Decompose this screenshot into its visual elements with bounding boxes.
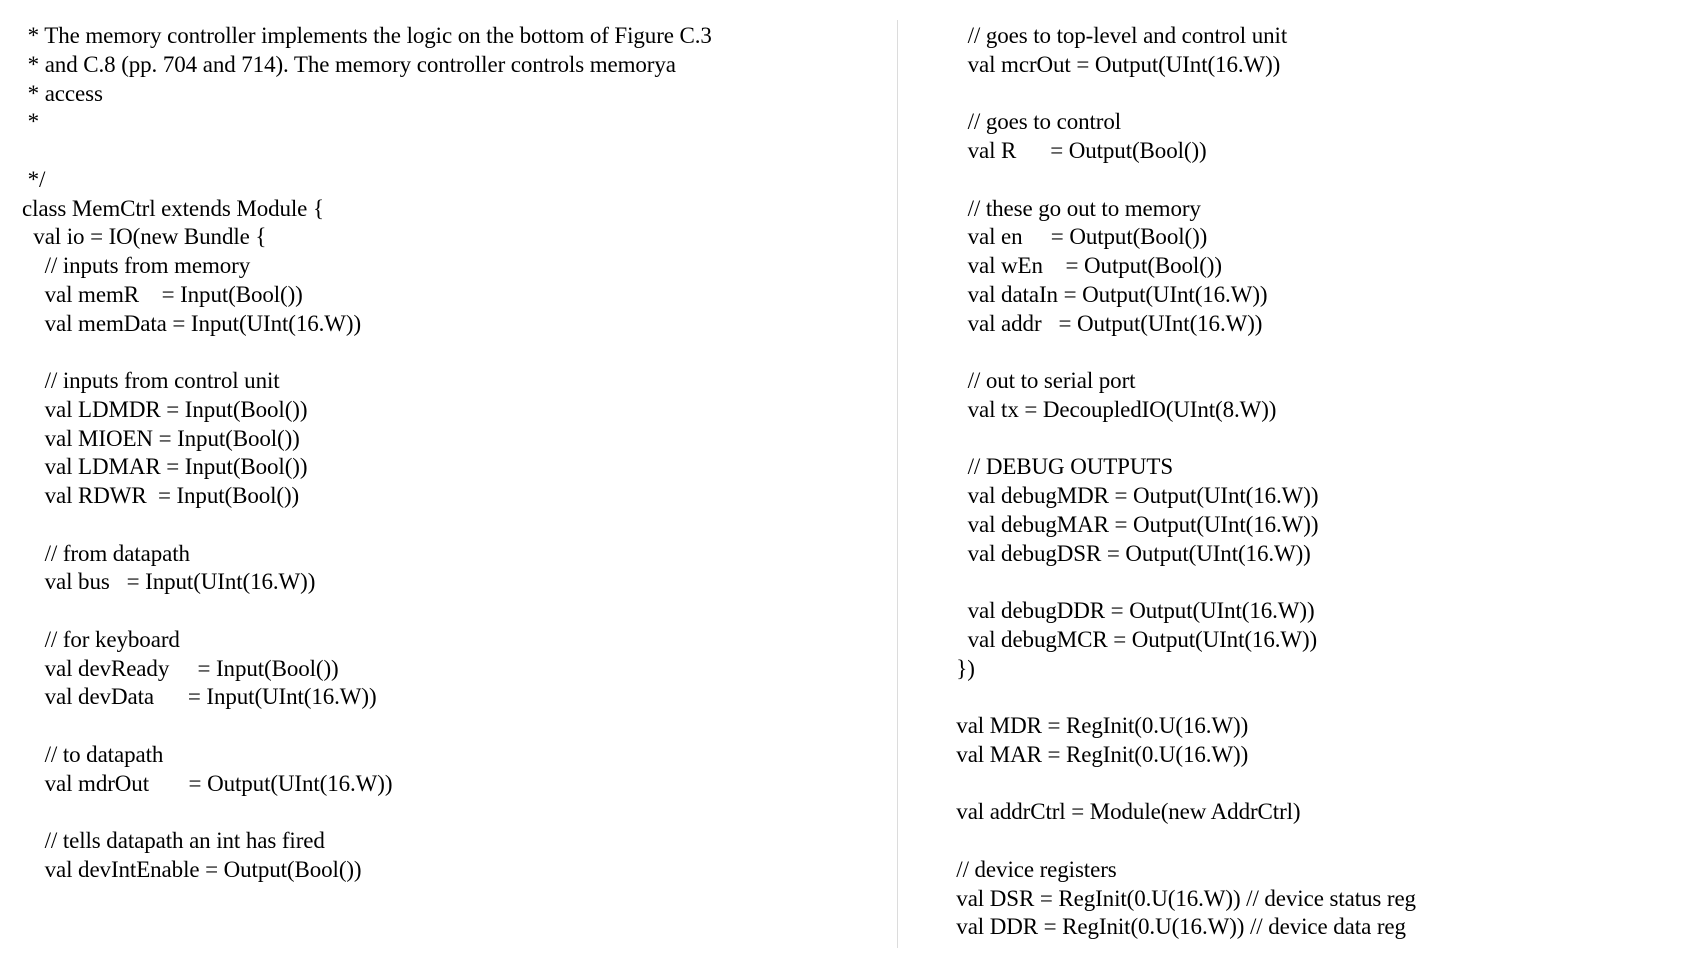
code-line	[945, 827, 1685, 856]
code-line: val io = IO(new Bundle {	[22, 224, 267, 250]
code-line: val en = Output(Bool())	[945, 224, 1208, 250]
code-line: * The memory controller implements the logic on the bottom of Figure C.3	[22, 23, 712, 48]
code-line: val mcrOut = Output(UInt(16.W))	[945, 51, 1281, 77]
code-line: * access	[22, 80, 103, 106]
code-line: val MDR = RegInit(0.U(16.W))	[945, 713, 1249, 738]
code-line: // tells datapath an int has fired	[22, 828, 325, 853]
code-line: })	[945, 655, 975, 681]
code-line: val RDWR = Input(Bool())	[22, 483, 300, 508]
code-line: val tx = DecoupledIO(UInt(8.W))	[945, 396, 1277, 422]
code-line: val LDMAR = Input(Bool())	[22, 454, 308, 480]
code-line: // device registers	[945, 856, 1117, 882]
code-line: val DDR = RegInit(0.U(16.W)) // device data reg	[945, 914, 1406, 940]
code-line: class MemCtrl extends Module {	[22, 195, 324, 221]
code-line: val memData = Input(UInt(16.W))	[22, 310, 362, 336]
code-line: val addr = Output(UInt(16.W))	[945, 310, 1263, 336]
code-line: // goes to control	[945, 109, 1122, 135]
code-line: // from datapath	[22, 540, 190, 566]
code-line: val mdrOut = Output(UInt(16.W))	[22, 770, 393, 796]
code-line	[945, 338, 1685, 367]
code-line: val LDMDR = Input(Bool())	[22, 396, 308, 422]
code-line: val bus = Input(UInt(16.W))	[22, 569, 316, 595]
left-code-column	[22, 22, 882, 885]
code-line: // to datapath	[22, 741, 164, 767]
code-line	[22, 511, 882, 540]
code-line: val memR = Input(Bool())	[22, 281, 303, 307]
code-line	[945, 425, 1685, 454]
code-line: val devReady = Input(Bool())	[22, 655, 339, 681]
code-line: // inputs from control unit	[22, 368, 280, 393]
code-line: val debugDSR = Output(UInt(16.W))	[945, 540, 1311, 566]
code-line	[945, 683, 1685, 712]
code-line: // inputs from memory	[22, 253, 251, 278]
code-line: * and C.8 (pp. 704 and 714). The memory controller controls memorya	[22, 51, 676, 77]
code-line	[22, 137, 882, 166]
code-line: // out to serial port	[945, 368, 1136, 393]
code-line: val dataIn = Output(UInt(16.W))	[945, 281, 1268, 307]
code-line	[945, 770, 1685, 799]
code-line	[22, 712, 882, 741]
code-line	[945, 80, 1685, 109]
column-divider	[897, 20, 898, 948]
code-line: val R = Output(Bool())	[945, 138, 1207, 163]
code-line	[945, 166, 1685, 195]
right-code-column	[945, 22, 1685, 942]
code-line: val wEn = Output(Bool())	[945, 253, 1222, 278]
code-line	[22, 597, 882, 626]
code-line: val debugDDR = Output(UInt(16.W))	[945, 598, 1315, 623]
code-line: // goes to top-level and control unit	[945, 23, 1288, 48]
code-line: val devIntEnable = Output(Bool())	[22, 856, 362, 882]
code-line: val MIOEN = Input(Bool())	[22, 425, 300, 451]
code-line: *	[22, 109, 40, 135]
code-line	[945, 568, 1685, 597]
code-line: */	[22, 166, 46, 192]
code-line: // these go out to memory	[945, 195, 1201, 221]
code-line	[22, 338, 882, 367]
code-line: val addrCtrl = Module(new AddrCtrl)	[945, 799, 1301, 825]
code-line: val MAR = RegInit(0.U(16.W))	[945, 741, 1249, 767]
code-line: // for keyboard	[22, 626, 180, 652]
code-line	[22, 798, 882, 827]
code-line: val DSR = RegInit(0.U(16.W)) // device status reg	[945, 885, 1416, 911]
code-line: val debugMAR = Output(UInt(16.W))	[945, 511, 1319, 537]
code-line: val debugMCR = Output(UInt(16.W))	[945, 626, 1318, 652]
code-line: val devData = Input(UInt(16.W))	[22, 684, 377, 710]
code-line: // DEBUG OUTPUTS	[945, 454, 1174, 480]
code-line: val debugMDR = Output(UInt(16.W))	[945, 483, 1319, 508]
